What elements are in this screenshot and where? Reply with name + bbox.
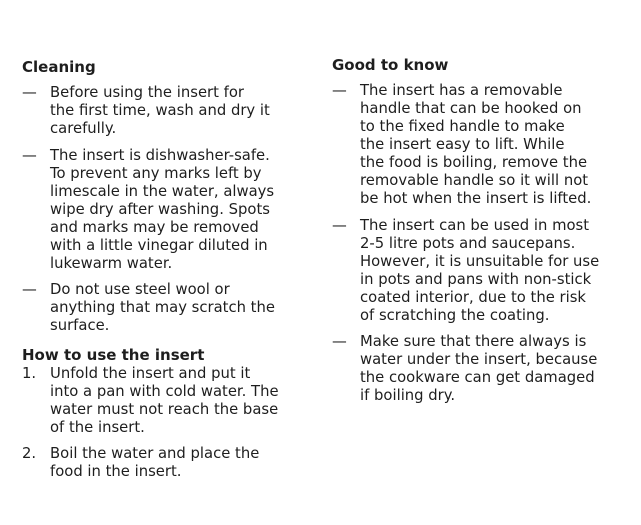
good-to-know-heading: Good to know <box>332 56 449 74</box>
how-to-use-step-text: Boil the water and place the food in the insert. <box>50 445 260 480</box>
cleaning-item-text: Before using the insert for the first time, wash and dry it carefully. <box>50 84 270 137</box>
dash-marker: — <box>22 84 37 101</box>
how-to-use-step <box>22 445 312 481</box>
good-to-know-item <box>332 217 632 325</box>
how-to-use-step-text: Unfold the insert and put it into a pan with cold water. The water must not reach the base of the insert. <box>50 365 279 436</box>
how-to-use-heading: How to use the insert <box>22 346 205 364</box>
good-to-know-item-text: The insert can be used in most 2-5 litre pots and saucepans. However, it is unsuitable for use in pots and pans with non-stick coated interior, due to the risk of scratching the coating. <box>360 217 600 324</box>
cleaning-item <box>22 281 312 335</box>
dash-marker: — <box>332 82 347 99</box>
good-to-know-item-text: Make sure that there always is water under the insert, because the cookware can get damaged if boiling dry. <box>360 333 598 404</box>
step-number: 1. <box>22 365 37 382</box>
cleaning-item-text: The insert is dishwasher-safe. To prevent any marks left by limescale in the water, always wipe dry after washing. Spots and marks may be removed with a little vinegar diluted in lukewarm water. <box>50 147 275 272</box>
cleaning-item-text: Do not use steel wool or anything that may scratch the surface. <box>50 281 275 334</box>
cleaning-heading: Cleaning <box>22 58 96 76</box>
dash-marker: — <box>332 217 347 234</box>
step-number: 2. <box>22 445 37 462</box>
how-to-use-step <box>22 365 312 437</box>
dash-marker: — <box>22 281 37 298</box>
cleaning-item <box>22 147 312 273</box>
good-to-know-item <box>332 82 632 208</box>
cleaning-item <box>22 84 312 138</box>
good-to-know-item <box>332 333 632 405</box>
dash-marker: — <box>332 333 347 350</box>
dash-marker: — <box>22 147 37 164</box>
good-to-know-item-text: The insert has a removable handle that can be hooked on to the fixed handle to make the insert easy to lift. While the food is boiling, remove the removable handle so it will not be hot when the insert is lifted. <box>360 82 592 207</box>
